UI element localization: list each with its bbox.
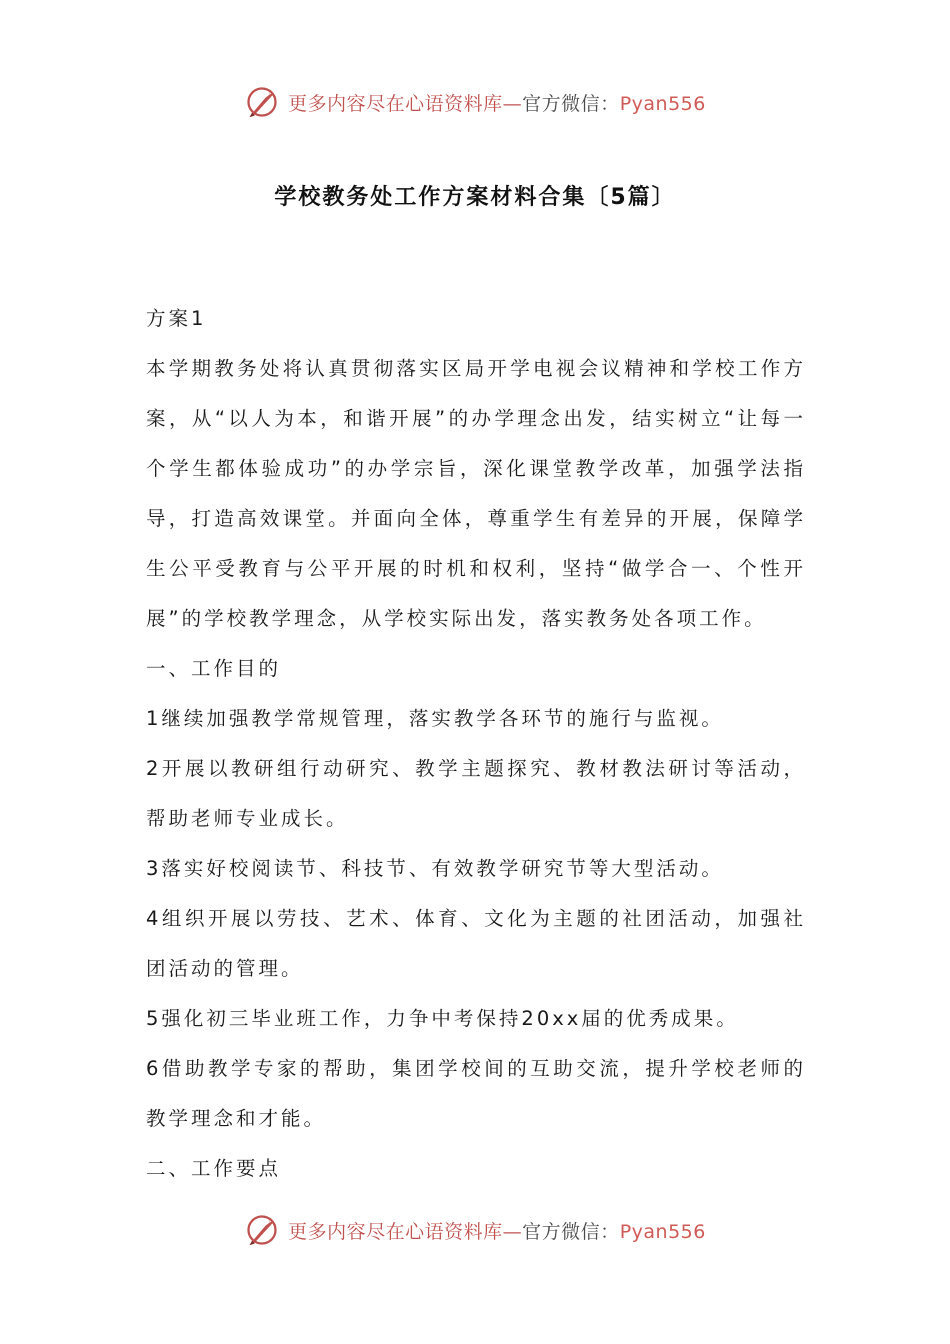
wechat-label: 官方微信： [522,1220,620,1243]
banner-text [288,89,706,116]
quill-pen-logo-icon [244,1212,280,1248]
wechat-label: 官方微信： [522,92,620,115]
goal-item-1: 1继续加强教学常规管理，落实教学各环节的施行与监视。 [146,707,724,730]
header-banner [0,82,950,122]
document-body [146,294,806,1194]
wechat-id: Pyan556 [619,1220,706,1243]
goal-item-2: 2开展以教研组行动研究、教学主题探究、教材教法研讨等活动，帮助老师专业成长。 [146,757,806,830]
banner-text [288,1217,706,1244]
section-heading-key-points: 二、工作要点 [146,1157,282,1180]
intro-paragraph: 本学期教务处将认真贯彻落实区局开学电视会议精神和学校工作方案，从“以人为本，和谐开展”的办学理念出发，结实树立“让每一个学生都体验成功”的办学宗旨，深化课堂教学改革，加强学法指导，打造高效课堂。并面向全体，尊重学生有差异的开展，保障学生公平受教育与公平开展的时机和权利，坚持“做学合一、个性开展”的学校教学理念，从学校实际出发，落实教务处各项工作。 [146,357,806,630]
quill-pen-logo-icon [244,84,280,120]
goal-item-5: 5强化初三毕业班工作，力争中考保持20xx届的优秀成果。 [146,1007,739,1030]
goal-item-4: 4组织开展以劳技、艺术、体育、文化为主题的社团活动，加强社团活动的管理。 [146,907,806,980]
banner-tagline: 更多内容尽在心语资料库— [288,1220,523,1243]
banner-tagline: 更多内容尽在心语资料库— [288,92,523,115]
document-title: 学校教务处工作方案材料合集〔5篇〕 [274,185,676,210]
goal-item-3: 3落实好校阅读节、科技节、有效教学研究节等大型活动。 [146,857,724,880]
section-heading-goals: 一、工作目的 [146,657,282,680]
footer-banner [0,1210,950,1250]
goal-item-6: 6借助教学专家的帮助，集团学校间的互助交流，提升学校老师的教学理念和才能。 [146,1057,806,1130]
section-heading-plan-1: 方案1 [146,307,207,330]
wechat-id: Pyan556 [619,92,706,115]
